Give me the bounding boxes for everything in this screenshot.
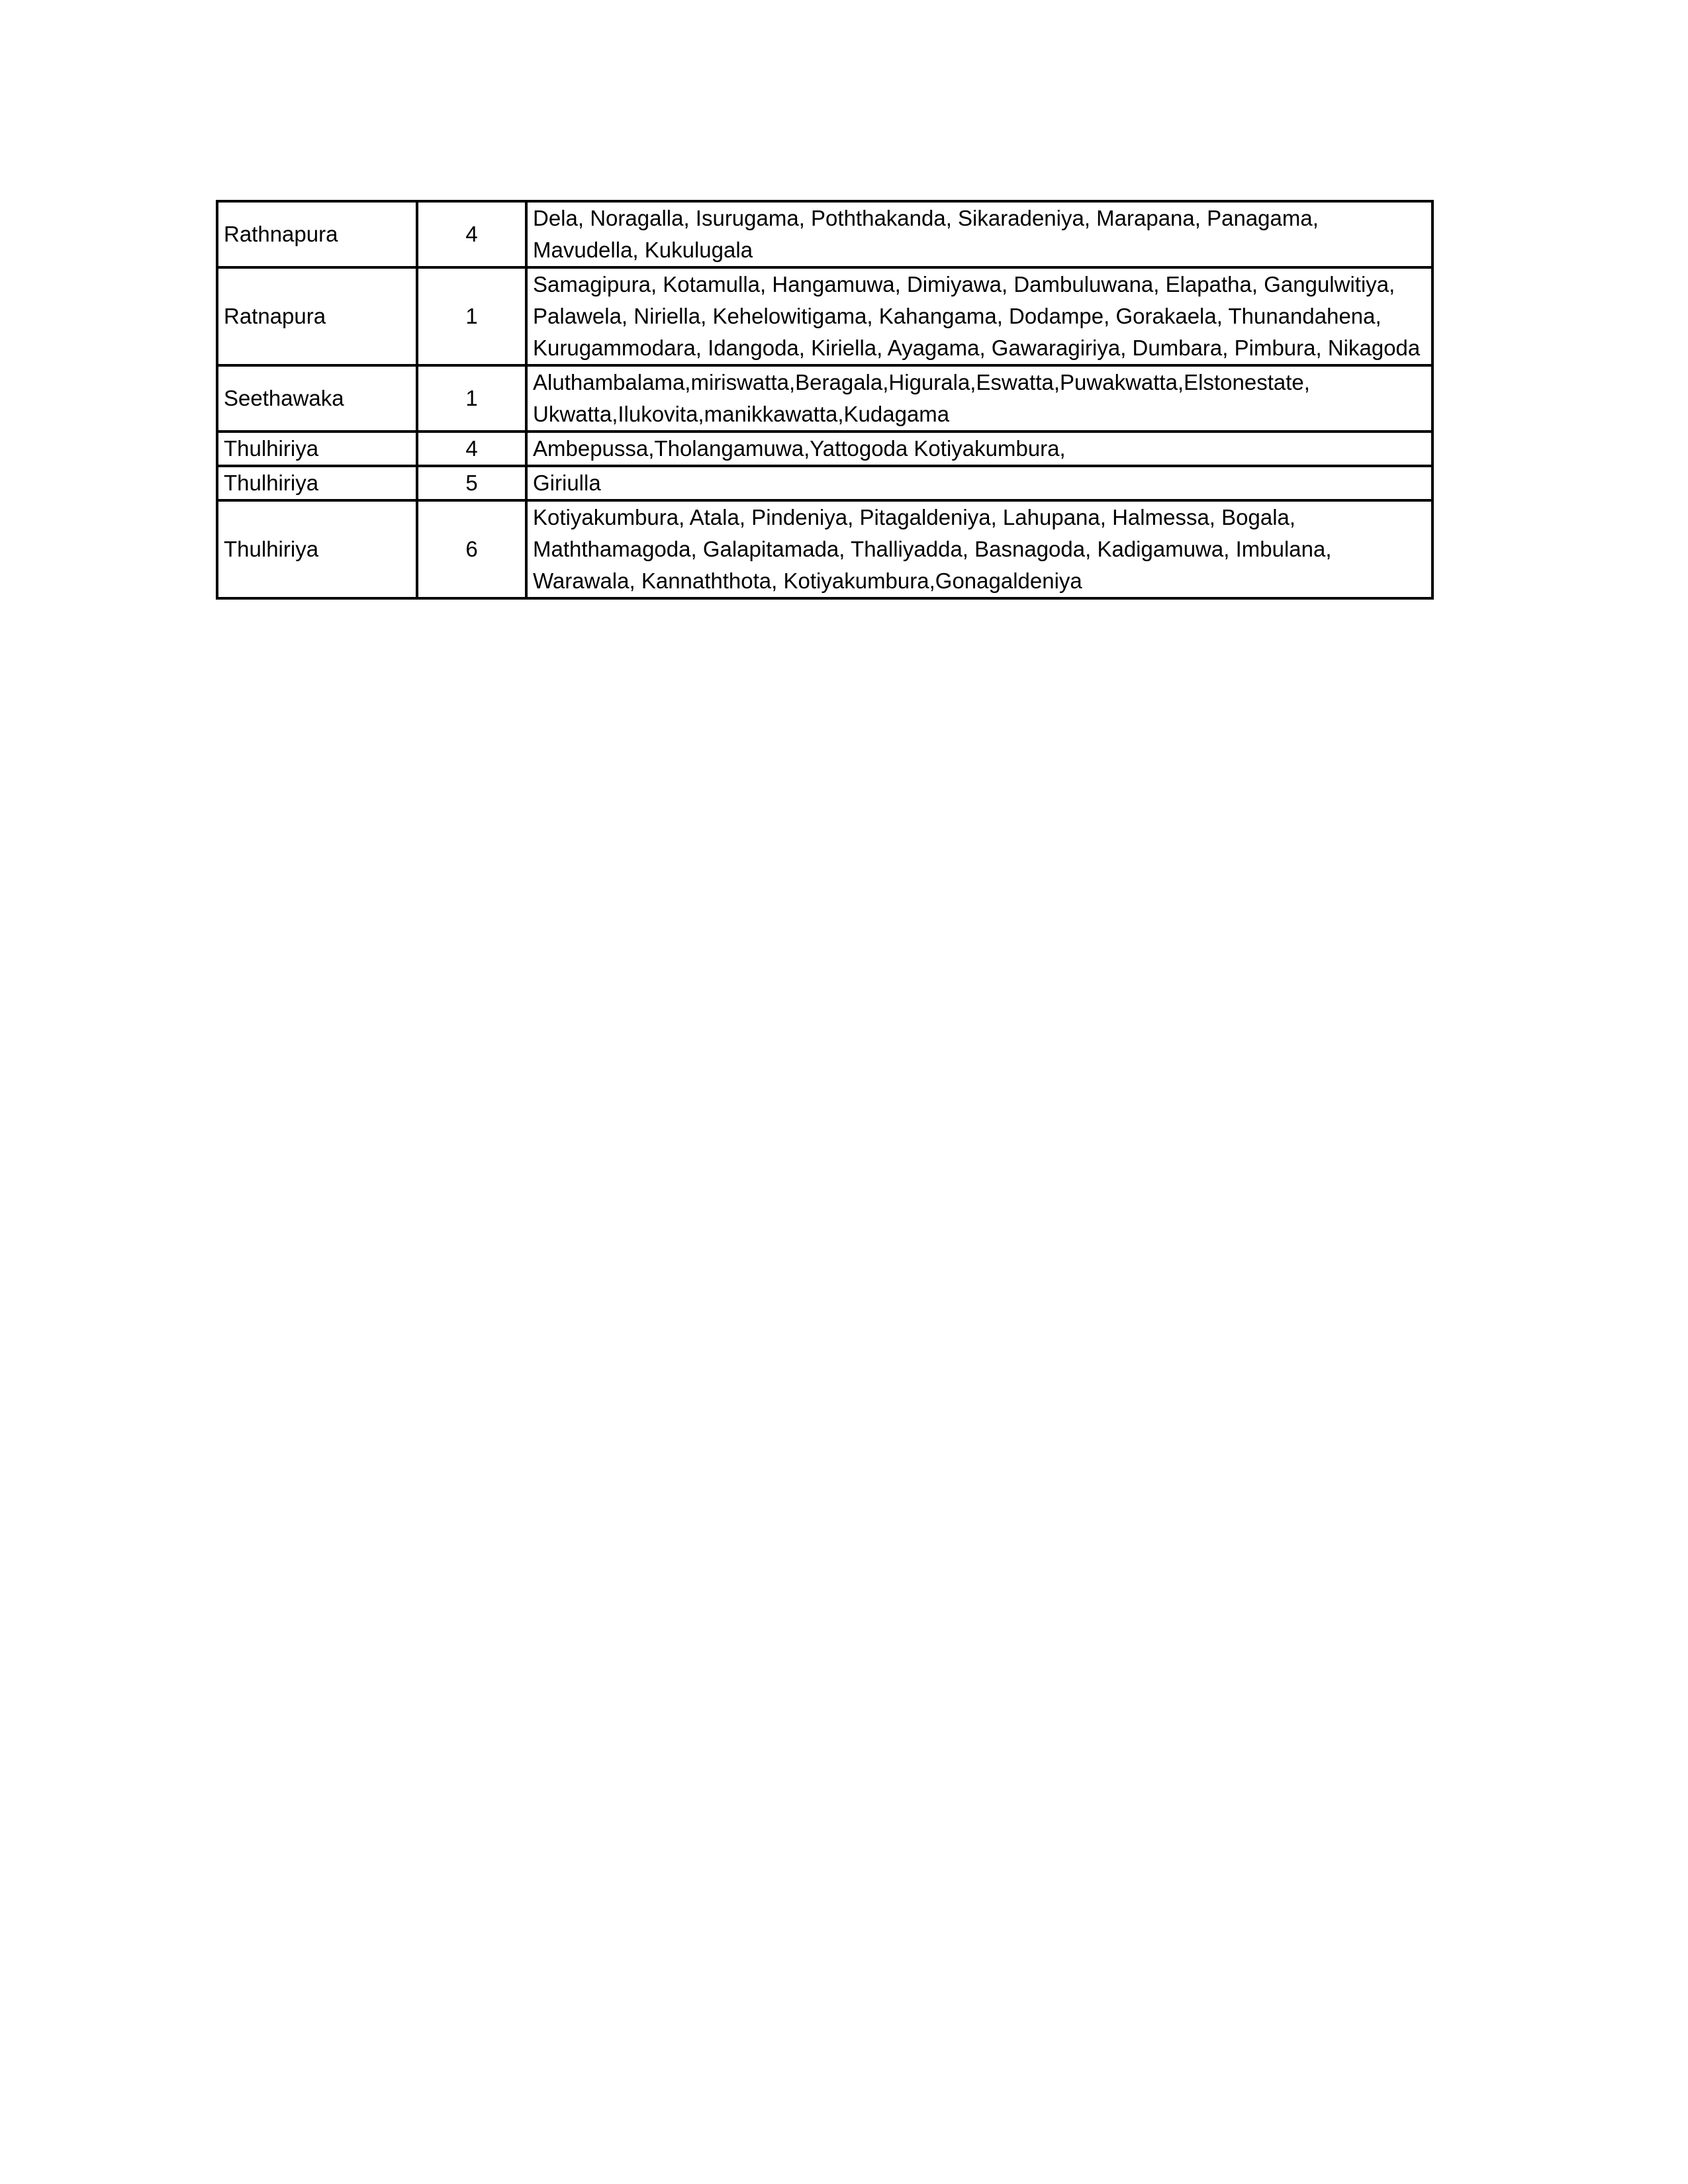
area-name-cell: Thulhiriya — [217, 432, 417, 466]
number-cell: 5 — [417, 466, 526, 500]
places-cell — [526, 432, 1432, 466]
number-cell: 4 — [417, 201, 526, 267]
area-name-cell: Seethawaka — [217, 365, 417, 432]
table-row — [217, 432, 1432, 466]
places-cell — [526, 365, 1432, 432]
places-cell — [526, 267, 1432, 365]
area-name-cell: Thulhiriya — [217, 466, 417, 500]
area-name-cell: Ratnapura — [217, 267, 417, 365]
places-cell — [526, 201, 1432, 267]
places-text: Giriulla — [533, 471, 601, 495]
table-row — [217, 201, 1432, 267]
places-cell — [526, 466, 1432, 500]
places-text: Dela, Noragalla, Isurugama, Poththakanda, Sikaradeniya, Marapana, Panagama, Mavudella, Kukulugala — [533, 206, 1319, 262]
places-cell — [526, 500, 1432, 598]
number-cell: 1 — [417, 267, 526, 365]
table-row — [217, 500, 1432, 598]
places-text: Samagipura, Kotamulla, Hangamuwa, Dimiyawa, Dambuluwana, Elapatha, Gangulwitiya, Palawela, Niriella, Kehelowitigama, Kahangama, Dodampe, Gorakaela, Thunandahena, Kurugammodara, Idangoda, Kiriella, Ayagama, Gawaragiriya, Dumbara, Pimbura, Nikagoda — [533, 272, 1421, 360]
area-name-cell: Rathnapura — [217, 201, 417, 267]
places-table — [216, 200, 1434, 600]
area-name-cell: Thulhiriya — [217, 500, 417, 598]
table-row — [217, 466, 1432, 500]
table-row — [217, 267, 1432, 365]
places-text: Kotiyakumbura, Atala, Pindeniya, Pitagaldeniya, Lahupana, Halmessa, Bogala, Maththamagoda, Galapitamada, Thalliyadda, Basnagoda, Kadigamuwa, Imbulana, Warawala, Kannaththota, Kotiyakumbura,Gonagaldeniya — [533, 505, 1332, 593]
number-cell: 1 — [417, 365, 526, 432]
number-cell: 4 — [417, 432, 526, 466]
table-row — [217, 365, 1432, 432]
number-cell: 6 — [417, 500, 526, 598]
places-text: Ambepussa,Tholangamuwa,Yattogoda Kotiyakumbura, — [533, 436, 1066, 461]
places-text: Aluthambalama,miriswatta,Beragala,Higurala,Eswatta,Puwakwatta,Elstonestate, Ukwatta,Ilukovita,manikkawatta,Kudagama — [533, 370, 1310, 426]
